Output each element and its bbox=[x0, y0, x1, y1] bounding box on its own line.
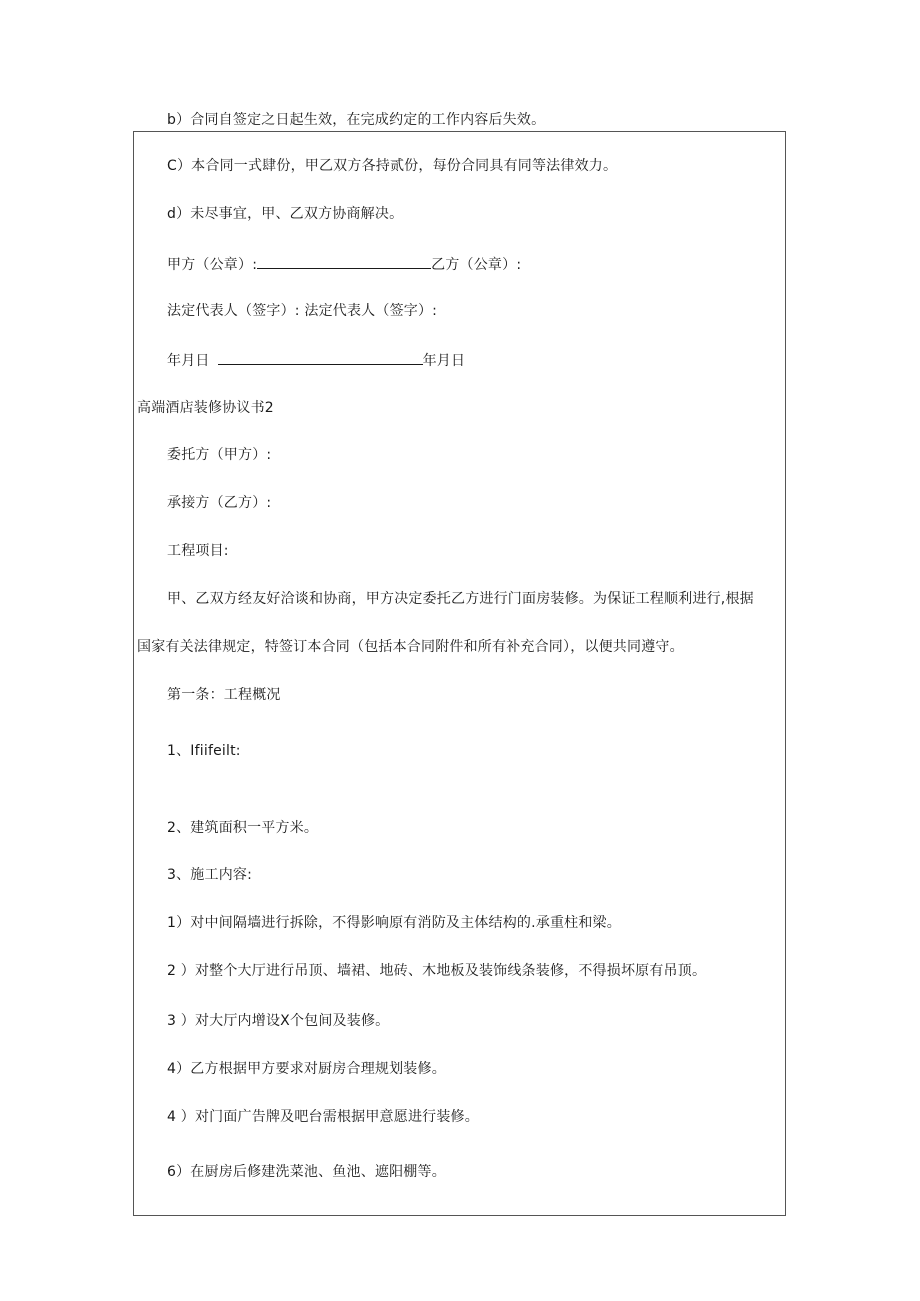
item-1: 1、Ifiifeilt: bbox=[167, 743, 241, 759]
date-line bbox=[167, 350, 465, 370]
party-a-seal-label: 甲方（公章）: bbox=[167, 257, 258, 273]
item-2: 2、建筑面积一平方米。 bbox=[167, 820, 319, 836]
date-blank bbox=[218, 350, 423, 365]
seal-line bbox=[167, 254, 521, 274]
party-a-seal-blank bbox=[257, 254, 431, 269]
date-right: 年月日 bbox=[422, 353, 466, 369]
sub-item-6: 6）在厨房后修建洗菜池、鱼池、遮阳棚等。 bbox=[167, 1164, 446, 1180]
clause-c: C）本合同一式肆份，甲乙双方各持贰份，每份合同具有同等法律效力。 bbox=[167, 158, 618, 174]
intro-line-1: 甲、乙双方经友好洽谈和协商，甲方决定委托乙方进行门面房装修。为保证工程顺利进行,根据 bbox=[167, 591, 754, 607]
project-label: 工程项目: bbox=[167, 543, 229, 559]
section-title: 高端酒店装修协议书2 bbox=[137, 400, 274, 416]
legal-representatives: 法定代表人（签字）: 法定代表人（签字）: bbox=[167, 303, 438, 319]
clause-b: b）合同自签定之日起生效，在完成约定的工作内容后失效。 bbox=[167, 112, 546, 128]
intro-line-2: 国家有关法律规定，特签订本合同（包括本合同附件和所有补充合同），以便共同遵守。 bbox=[137, 639, 684, 655]
sub-item-5: 4 ）对门面广告牌及吧台需根据甲意愿进行装修。 bbox=[167, 1109, 479, 1125]
clause-d: d）未尽事宜，甲、乙双方协商解决。 bbox=[167, 206, 404, 222]
sub-item-3: 3 ）对大厅内增设X个包间及装修。 bbox=[167, 1013, 390, 1029]
item-3: 3、施工内容: bbox=[167, 867, 253, 883]
client-party: 委托方（甲方）: bbox=[167, 447, 272, 463]
sub-item-4: 4）乙方根据甲方要求对厨房合理规划装修。 bbox=[167, 1061, 446, 1077]
sub-item-1: 1）对中间隔墙进行拆除，不得影响原有消防及主体结构的.承重柱和梁。 bbox=[167, 915, 621, 931]
sub-item-2: 2 ）对整个大厅进行吊顶、墙裙、地砖、木地板及装饰线条装修，不得损坏原有吊顶。 bbox=[167, 963, 707, 979]
party-b-seal-label: 乙方（公章）: bbox=[431, 257, 522, 273]
article-1-heading: 第一条：工程概况 bbox=[167, 687, 281, 703]
date-left: 年月日 bbox=[167, 353, 210, 369]
document-frame bbox=[133, 131, 786, 1216]
contractor-party: 承接方（乙方）: bbox=[167, 495, 272, 511]
